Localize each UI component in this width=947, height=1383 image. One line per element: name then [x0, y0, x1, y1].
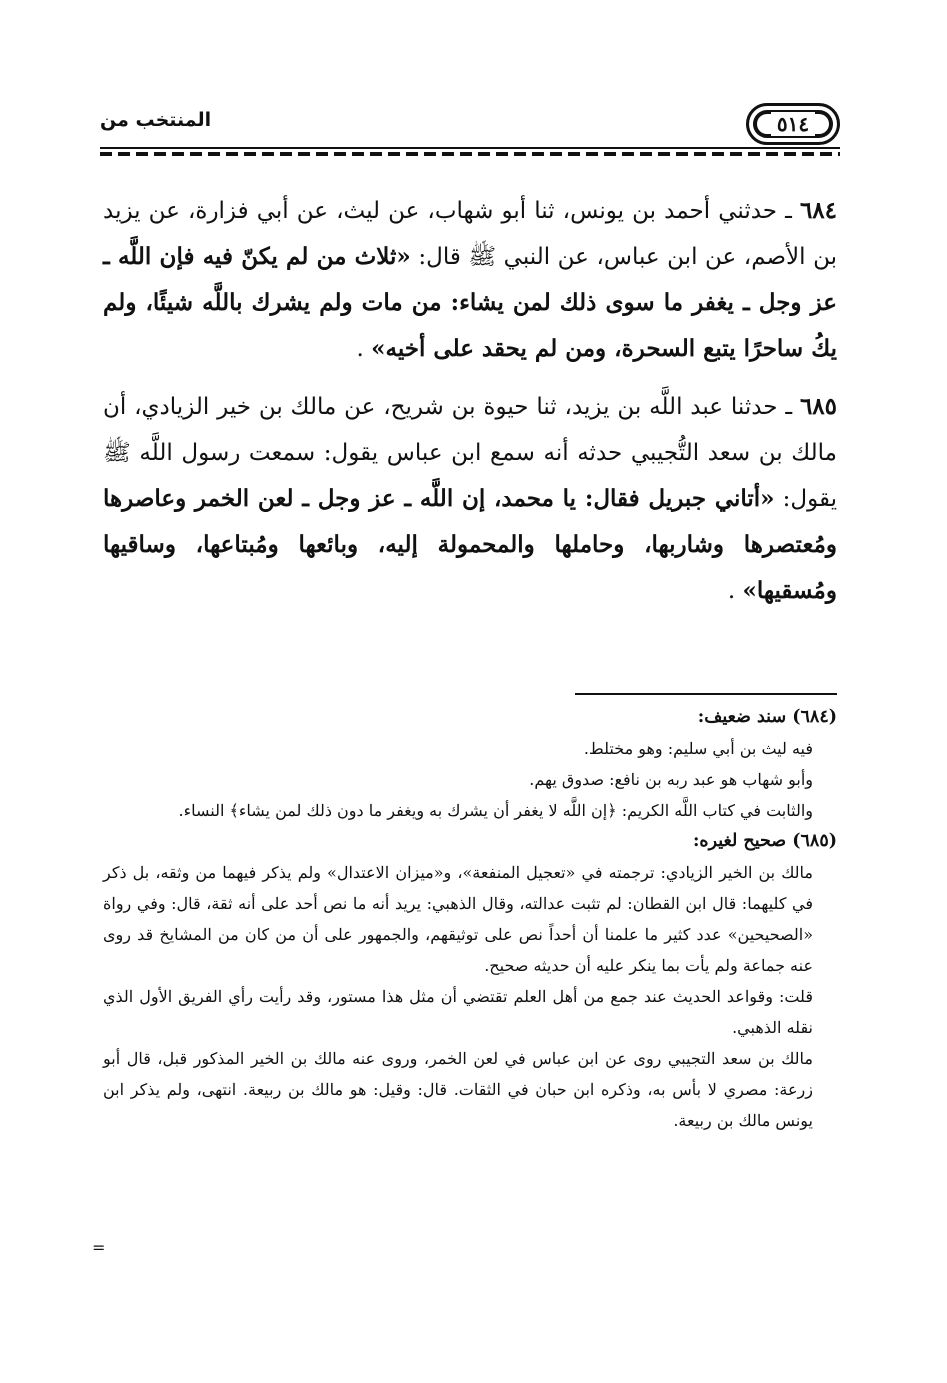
hadith-isnad: ـ حدثني أحمد بن يونس، ثنا أبو شهاب، عن ليث، عن أبي فزارة، عن يزيد بن الأصم، عن ابن عباس، عن النبي ﷺ قال:: [103, 198, 837, 270]
footnote-685-head: (٦٨٥) صحيح لغيره:: [692, 831, 837, 851]
footnote-rule: [575, 693, 837, 695]
footnote-685-line: مالك بن الخير الزيادي: ترجمته في «تعجيل المنفعة»، و«ميزان الاعتدال» ولم يذكر فيهما من وثقه، بل ذكر في كليهما: قال ابن القطان: لم تثبت عدالته، وقال الذهبي: يريد أنه ما نص أحد على أنه ثقة، قال: وفي رواة «الصحيحين» عدد كثير ما علمنا أن أحداً نص على توثيقهم، والجمهور على أن من كان من المشايخ قد روى عنه جماعة ولم يأت بما ينكر عليه أن حديثه صحيح.: [103, 863, 814, 975]
footnotes: [103, 702, 837, 1136]
header-rule: [100, 147, 840, 158]
hadith-end: .: [727, 578, 736, 604]
hadith-685: [103, 384, 837, 614]
footnote-684-head: (٦٨٤) سند ضعيف:: [697, 707, 837, 727]
hadith-684: [103, 188, 837, 372]
main-text: [103, 188, 837, 626]
hadith-isnad: ـ حدثنا عبد اللَّه بن يزيد، ثنا حيوة بن شريح، عن مالك بن خير الزيادي، أن مالك بن سعد التُّجيبي حدثه أنه سمع ابن عباس يقول: سمعت رسول اللَّه ﷺ يقول:: [103, 394, 837, 512]
footnote-684-line: والثابت في كتاب اللَّه الكريم: ﴿إن اللَّه لا يغفر أن يشرك به ويغفر ما دون ذلك لمن يشاء﴾ النساء.: [178, 801, 813, 820]
page-number-badge: [746, 103, 840, 145]
page-number: ٥١٤: [771, 112, 815, 136]
hadith-matn: «أتاني جبريل فقال: يا محمد، إن اللَّه ـ عز وجل ـ لعن الخمر وعاصرها ومُعتصرها وشاربها، وحاملها والمحمولة إليه، وبائعها ومُبتاعها، وساقيها ومُسقيها»: [103, 485, 837, 604]
page-header: [100, 95, 840, 155]
footnote-684-line: وأبو شهاب هو عبد ربه بن نافع: صدوق يهم.: [529, 770, 813, 789]
footnote-685-line: مالك بن سعد التجيبي روى عن ابن عباس في لعن الخمر، وروى عنه مالك بن الخير المذكور قبل، قال أبو زرعة: مصري لا بأس به، وذكره ابن حبان في الثقات. قال: وقيل: هو مالك بن ربيعة. انتهى، ولم يذكر ابن يونس مالك بن ربيعة.: [103, 1049, 813, 1130]
footnote-685-line: قلت: وقواعد الحديث عند جمع من أهل العلم تقتضي أن مثل هذا مستور، وقد رأيت رأي الفريق الأول الذي نقله الذهبي.: [103, 987, 813, 1037]
hadith-end: .: [356, 336, 364, 362]
book-title: المنتخب من: [100, 109, 212, 131]
hadith-number: ٦٨٥: [799, 393, 837, 420]
footnote-684-line: فيه ليث بن أبي سليم: وهو مختلط.: [583, 739, 813, 758]
hadith-matn: «ثلاث من لم يكنّ فيه فإن اللَّه ـ عز وجل ـ يغفر ما سوى ذلك لمن يشاء: من مات ولم يشرك باللَّه شيئًا، ولم يكُ ساحرًا يتبع السحرة، ومن لم يحقد على أخيه»: [103, 243, 837, 362]
hadith-number: ٦٨٤: [799, 197, 837, 224]
continuation-mark: =: [92, 1238, 106, 1257]
